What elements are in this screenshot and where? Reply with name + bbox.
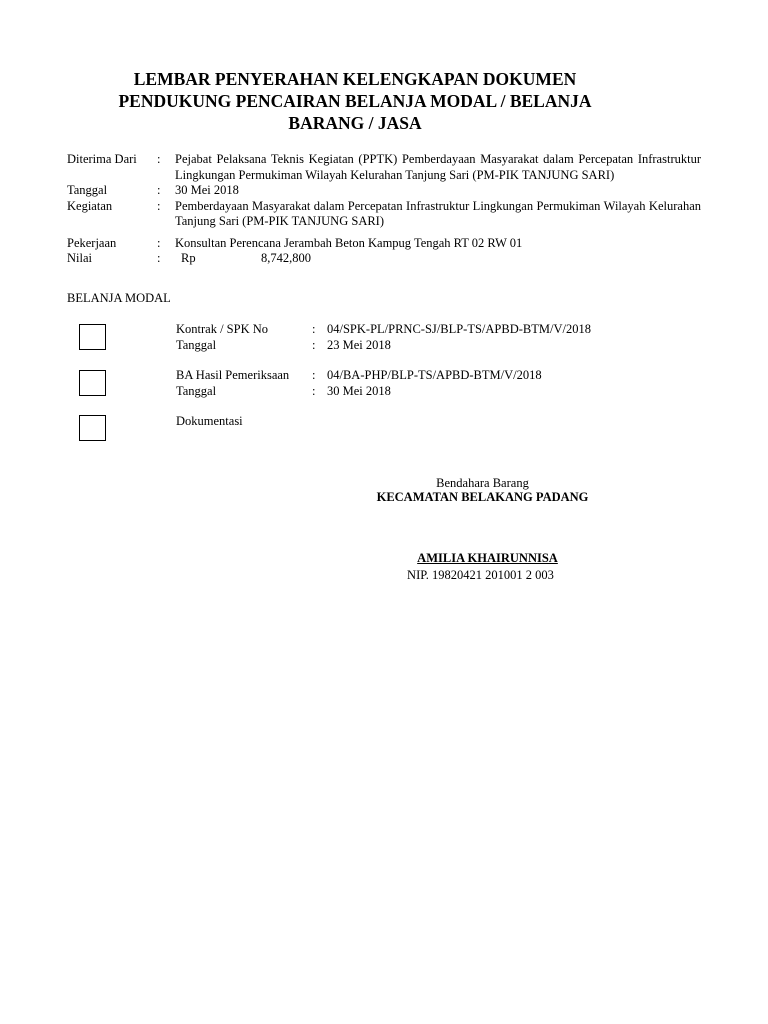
colon: : <box>157 251 161 265</box>
kontrak-tanggal-value: 23 Mei 2018 <box>327 337 391 352</box>
info-row-kegiatan <box>67 199 701 230</box>
info-row-nilai <box>67 251 701 267</box>
nilai-amount: 8,742,800 <box>261 251 311 265</box>
diterima-value: Pejabat Pelaksana Teknis Kegiatan (PPTK) Pemberdayaan Masyarakat dalam Percepatan Infrastruktur Lingkungan Permukiman Wilayah Kelurahan Tanjung Sari (PM-PIK TANJUNG SARI) <box>175 152 701 182</box>
kegiatan-value: Pemberdayaan Masyarakat dalam Percepatan Infrastruktur Lingkungan Permukiman Wilayah Kelurahan Tanjung Sari (PM-PIK TANJUNG SARI) <box>175 198 701 228</box>
kontrak-checkbox[interactable] <box>79 324 106 350</box>
colon: : <box>157 235 161 250</box>
kontrak-block <box>176 322 591 353</box>
colon: : <box>157 152 161 166</box>
info-row-diterima <box>67 152 701 183</box>
section-title: BELANJA MODAL <box>67 291 171 305</box>
signature-role: Bendahara Barang <box>436 476 529 490</box>
title-line-3: BARANG / JASA <box>288 113 422 133</box>
colon: : <box>312 383 316 398</box>
info-row-tanggal <box>67 183 701 199</box>
tanggal-value: 30 Mei 2018 <box>175 183 239 197</box>
nilai-label: Nilai <box>67 251 92 265</box>
document-title <box>90 68 620 134</box>
signature-nip: NIP. 19820421 201001 2 003 <box>407 568 554 582</box>
nilai-value <box>175 251 701 267</box>
tanggal-label: Tanggal <box>67 183 108 197</box>
kontrak-value: 04/SPK-PL/PRNC-SJ/BLP-TS/APBD-BTM/V/2018 <box>327 322 591 336</box>
dokumentasi-checkbox[interactable] <box>79 415 106 441</box>
signature-name: AMILIA KHAIRUNNISA <box>417 551 558 565</box>
dokumentasi-label: Dokumentasi <box>176 414 243 428</box>
title-line-2: PENDUKUNG PENCAIRAN BELANJA MODAL / BELANJA <box>118 91 592 111</box>
info-row-pekerjaan <box>67 236 701 252</box>
nilai-currency: Rp <box>181 251 196 265</box>
colon: : <box>157 183 161 197</box>
kontrak-tanggal-label: Tanggal <box>176 337 217 352</box>
ba-label: BA Hasil Pemeriksaan <box>176 368 290 382</box>
diterima-label: Diterima Dari <box>67 152 137 166</box>
colon: : <box>312 322 316 336</box>
signature-office: KECAMATAN BELAKANG PADANG <box>376 490 589 504</box>
ba-tanggal-value: 30 Mei 2018 <box>327 383 391 398</box>
colon: : <box>157 198 161 213</box>
kegiatan-label: Kegiatan <box>67 198 113 213</box>
pekerjaan-value: Konsultan Perencana Jerambah Beton Kampug Tengah RT 02 RW 01 <box>175 235 523 250</box>
colon: : <box>312 337 316 352</box>
colon: : <box>312 368 316 382</box>
ba-value: 04/BA-PHP/BLP-TS/APBD-BTM/V/2018 <box>327 368 542 382</box>
kontrak-label: Kontrak / SPK No <box>176 322 269 336</box>
ba-tanggal-label: Tanggal <box>176 383 217 398</box>
pekerjaan-label: Pekerjaan <box>67 235 117 250</box>
info-table <box>67 152 701 267</box>
title-line-1: LEMBAR PENYERAHAN KELENGKAPAN DOKUMEN <box>133 69 577 89</box>
ba-block <box>176 368 542 399</box>
ba-checkbox[interactable] <box>79 370 106 396</box>
